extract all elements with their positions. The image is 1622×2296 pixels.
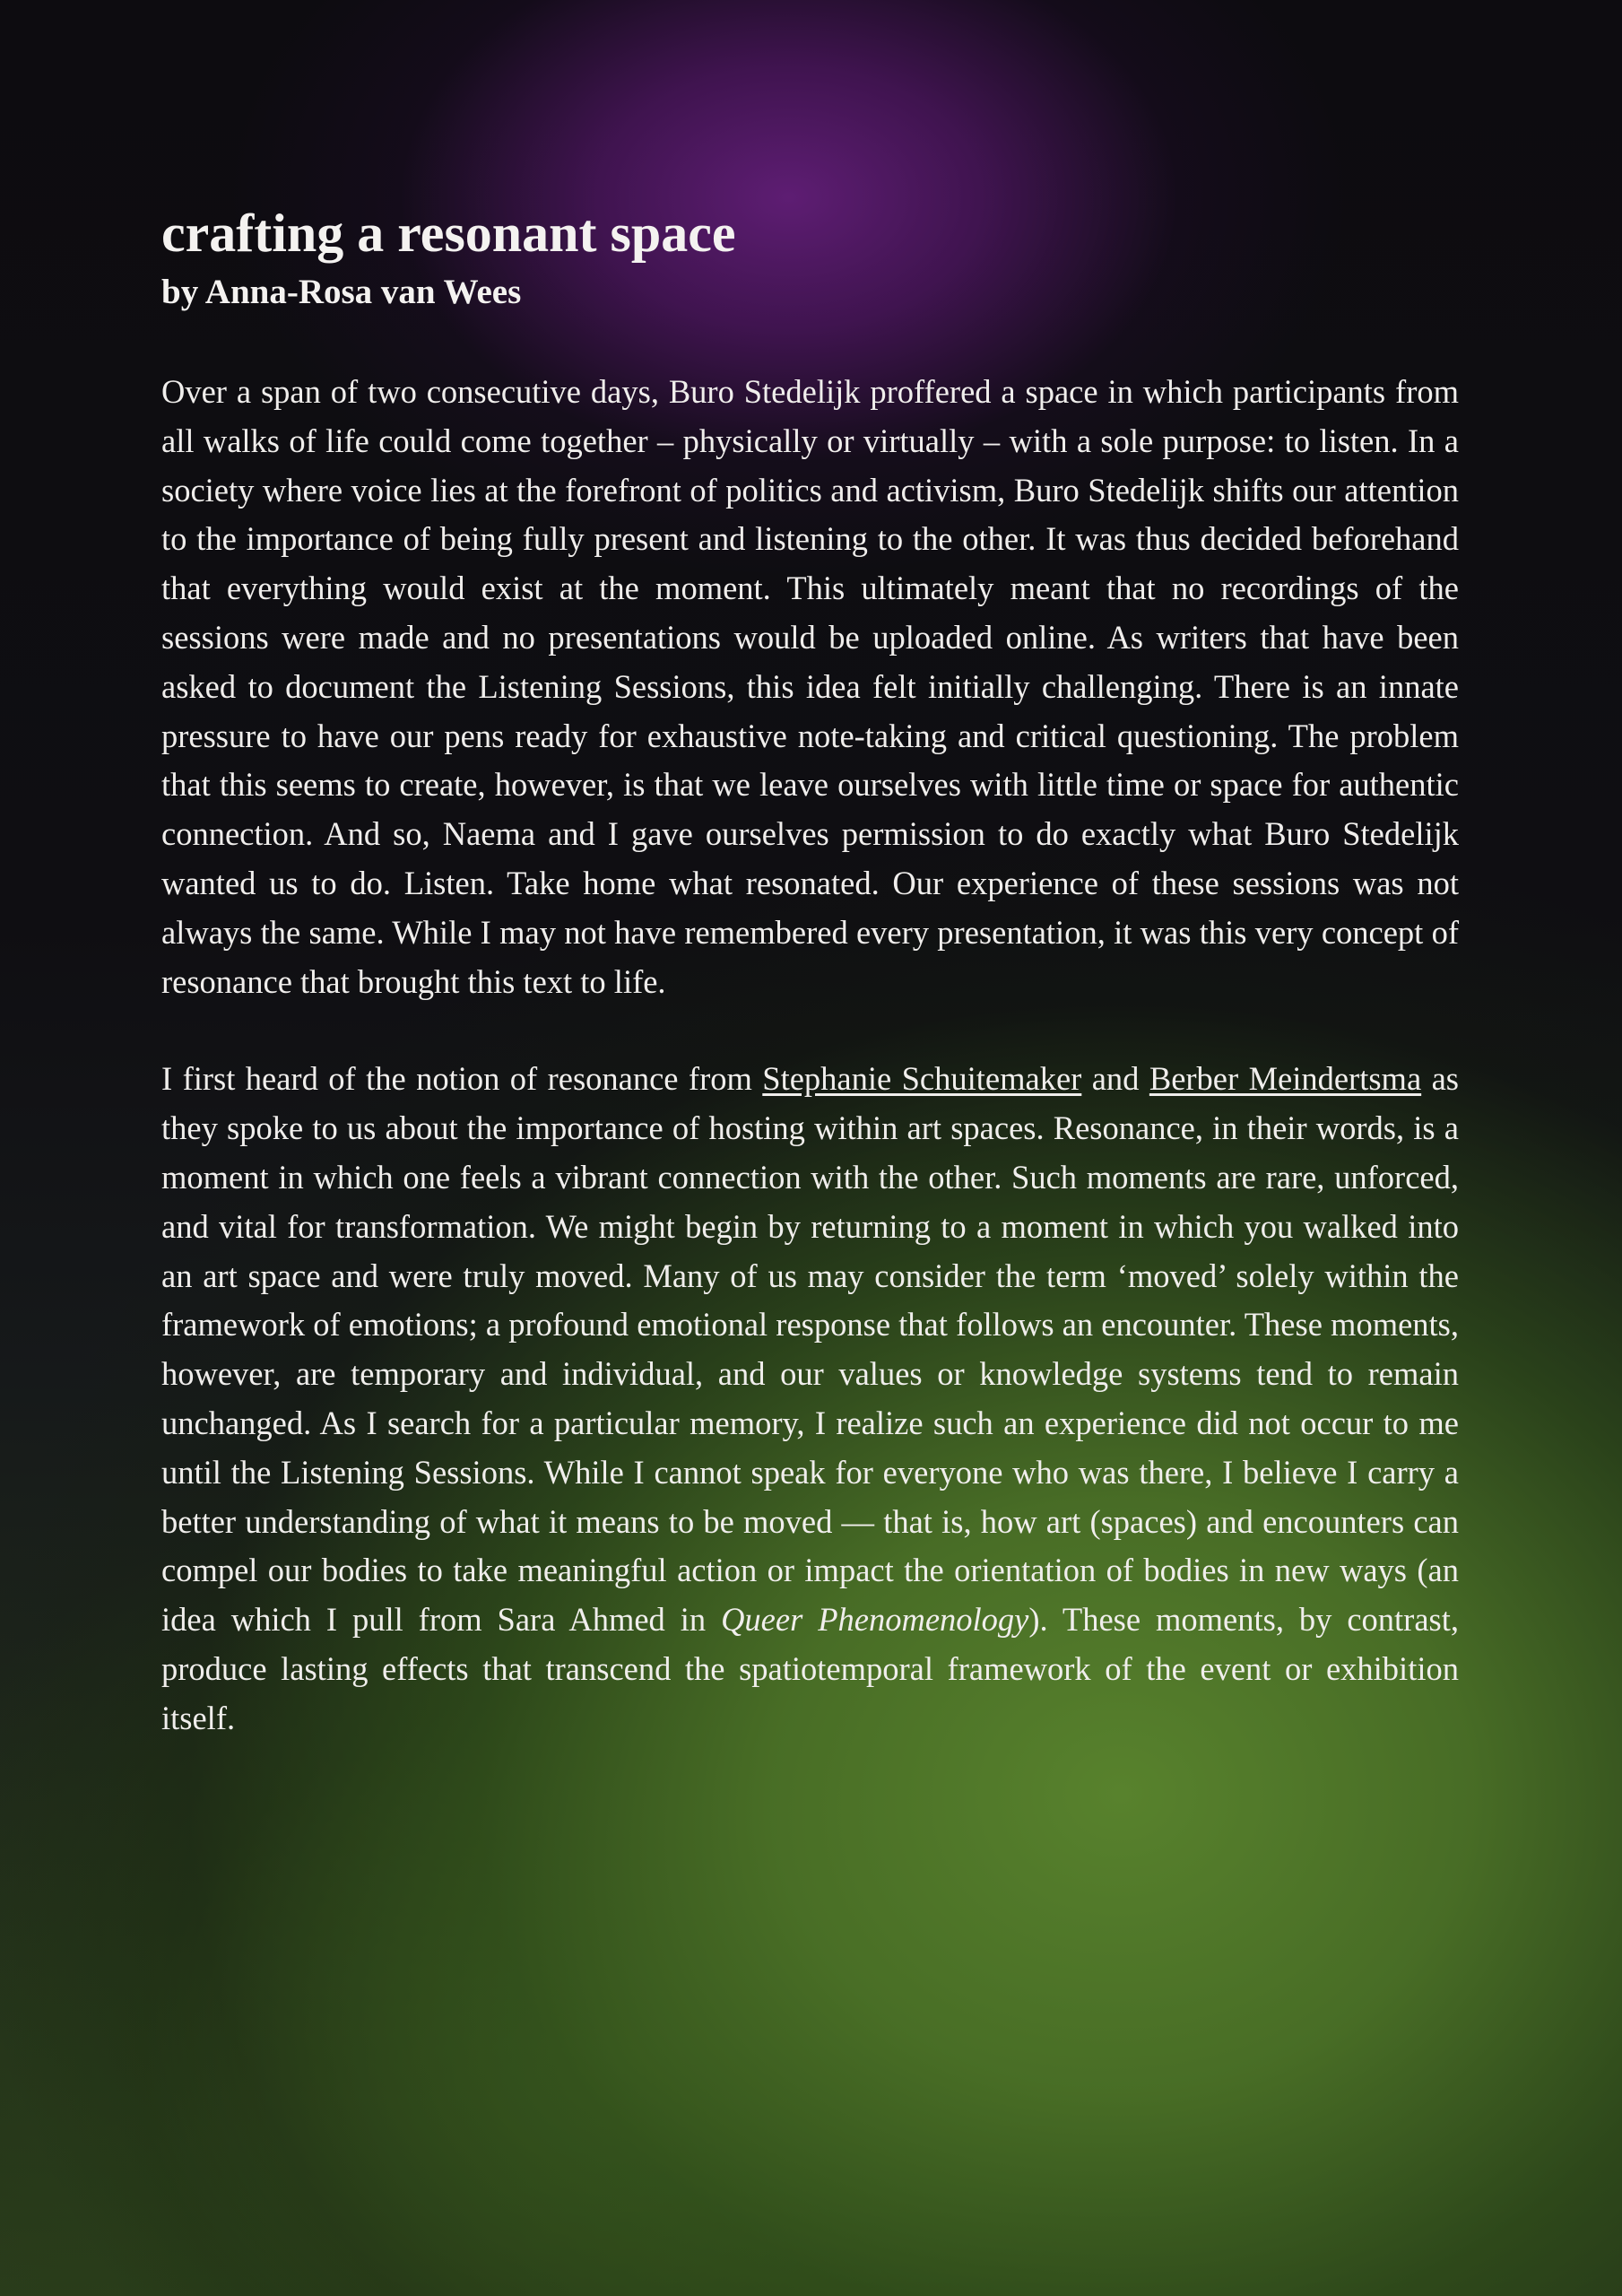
article-byline: by Anna-Rosa van Wees	[161, 273, 522, 311]
article	[161, 197, 1459, 1792]
paragraph-2-text-b: and	[1081, 1060, 1149, 1098]
link-stephanie-schuitemaker[interactable]: Stephanie Schuitemaker	[762, 1060, 1082, 1098]
paragraph-1: Over a span of two consecutive days, Buro Stedelijk proffered a space in which participants from all walks of life could come together – physically or virtually – with a sole purpose: to listen. In a society where voice lies at the forefront of politics and activism, Buro Stedelijk shifts our attention to the importance of being fully present and listening to the other. It was thus decided beforehand that everything would exist at the moment. This ultimately meant that no recordings of the sessions were made and no presentations would be uploaded online. As writers that have been asked to document the Listening Sessions, this idea felt initially challenging. There is an innate pressure to have our pens ready for exhaustive note-taking and critical questioning. The problem that this seems to create, however, is that we leave ourselves with little time or space for authentic connection. And so, Naema and I gave ourselves permission to do exactly what Buro Stedelijk wanted us to do. Listen. Take home what resonated. Our experience of these sessions was not always the same. While I may not have remembered every presentation, it was this very concept of resonance that brought this text to life.	[161, 373, 1459, 1000]
paragraph-2-text-d: ). These moments, by contrast, produce lasting effects that transcend the spatiotemporal framework of the event or exhibition itself.	[161, 1601, 1460, 1736]
paragraph-2-text-a: I first heard of the notion of resonance from	[161, 1060, 763, 1098]
link-berber-meindertsma[interactable]: Berber Meindertsma	[1149, 1060, 1422, 1098]
article-title: crafting a resonant space	[161, 204, 736, 263]
paragraph-2-text-c: as they spoke to us about the importance of hosting within art spaces. Resonance, in their words, is a moment in which one feels a vibrant connection with the other. Such moments are rare, unforced, and vital for transformation. We might begin by returning to a moment in which you walked into an art space and were truly moved. Many of us may consider the term ‘moved’ solely within the framework of emotions; a profound emotional response that follows an encounter. These moments, however, are temporary and individual, and our values or knowledge systems tend to remain unchanged. As I search for a particular memory, I realize such an experience did not occur to me until the Listening Sessions. While I cannot speak for everyone who was there, I believe I carry a better understanding of what it means to be moved — that is, how art (spaces) and encounters can compel our bodies to take meaningful action or impact the orientation of bodies in new ways (an idea which I pull from Sara Ahmed in	[161, 1060, 1459, 1639]
paragraph-2	[161, 1055, 1459, 1743]
book-title-queer-phenomenology: Queer Phenomenology	[721, 1601, 1029, 1639]
